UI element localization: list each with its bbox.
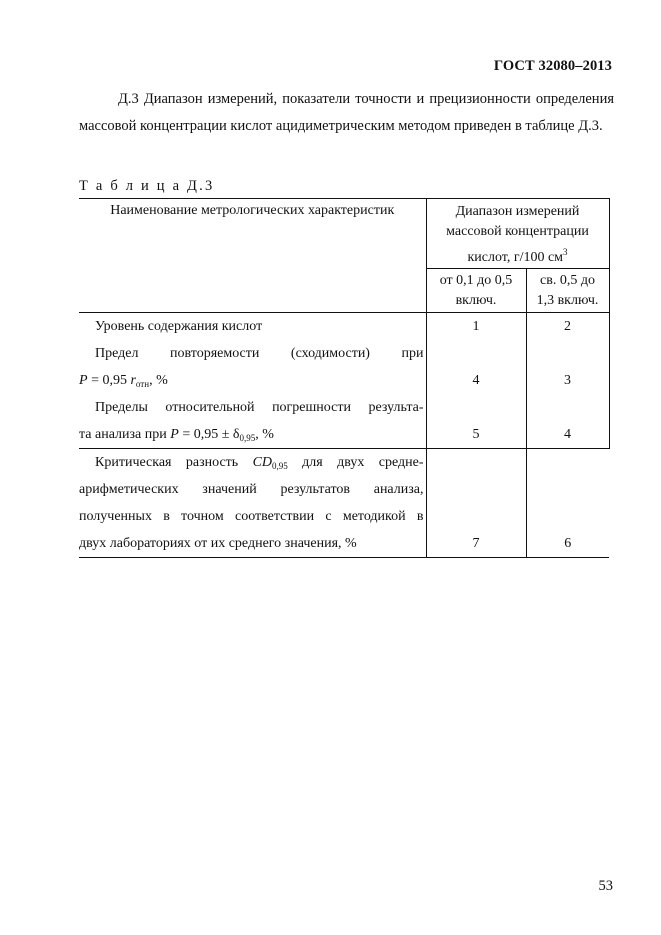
- group1-range1-cell: [426, 313, 526, 449]
- standard-header: ГОСТ 32080–2013: [493, 58, 612, 74]
- row4-name-line4: двух лабораториях от их среднего значения, %: [79, 536, 357, 551]
- row4-name-line1: Критическая разность $CD_{0,95}$ для двух средне-: [95, 455, 424, 471]
- row4-name-line2: арифметических значений результатов анализа,: [79, 482, 424, 497]
- row3-value-2: 4: [564, 427, 571, 442]
- table-caption: Т а б л и ц а Д.3: [79, 178, 215, 194]
- group2-range2-cell: [526, 449, 609, 558]
- subheader-range-1: от 0,1 до 0,5 включ.: [426, 269, 526, 313]
- metrology-table: [79, 198, 610, 558]
- group1-name-cell: [79, 313, 426, 449]
- row3-value-1: 5: [472, 427, 480, 442]
- row4-name-line3: полученных в точном соответствии с методикой в: [79, 509, 424, 524]
- row2-name-line2: P = 0,95 $r_{отн}$, %: [79, 373, 168, 389]
- subheader-range-2: св. 0,5 до 1,3 включ.: [526, 269, 609, 313]
- row3-name-line2: та анализа при $P = 0,95 \pm \delta_{0,95}$, %: [79, 427, 274, 443]
- intro-paragraph: Д.3 Диапазон измерений, показатели точности и прецизионности определения массовой концентрации кислот ацидиметрическим методом приведен в таблице Д.3.: [79, 91, 614, 134]
- header-range-cell: [426, 199, 609, 269]
- group2-name-cell: [79, 449, 426, 558]
- row2-name-line1: Предел повторяемости (сходимости) при: [95, 346, 424, 361]
- row2-value-2: 3: [564, 373, 571, 388]
- row2-value-1: 4: [472, 373, 480, 388]
- row1-value-1: 1: [472, 319, 480, 334]
- header-range-line2: массовой концентрации: [446, 224, 589, 239]
- page-number: 53: [598, 878, 613, 894]
- row1-name: Уровень содержания кислот: [95, 319, 263, 334]
- header-name-cell: [79, 199, 426, 313]
- row4-value-2: 6: [564, 536, 572, 551]
- group1-range2-cell: [526, 313, 609, 449]
- row4-value-1: 7: [472, 536, 480, 551]
- group2-range1-cell: [426, 449, 526, 558]
- row1-value-2: 2: [564, 319, 571, 334]
- header-range-line3: кислот, г/100 $см^3$: [467, 247, 568, 265]
- header-name: Наименование метрологических характеристик: [110, 203, 395, 218]
- row3-name-line1: Пределы относительной погрешности результа-: [95, 400, 424, 415]
- header-range-line1: Диапазон измерений: [455, 204, 580, 219]
